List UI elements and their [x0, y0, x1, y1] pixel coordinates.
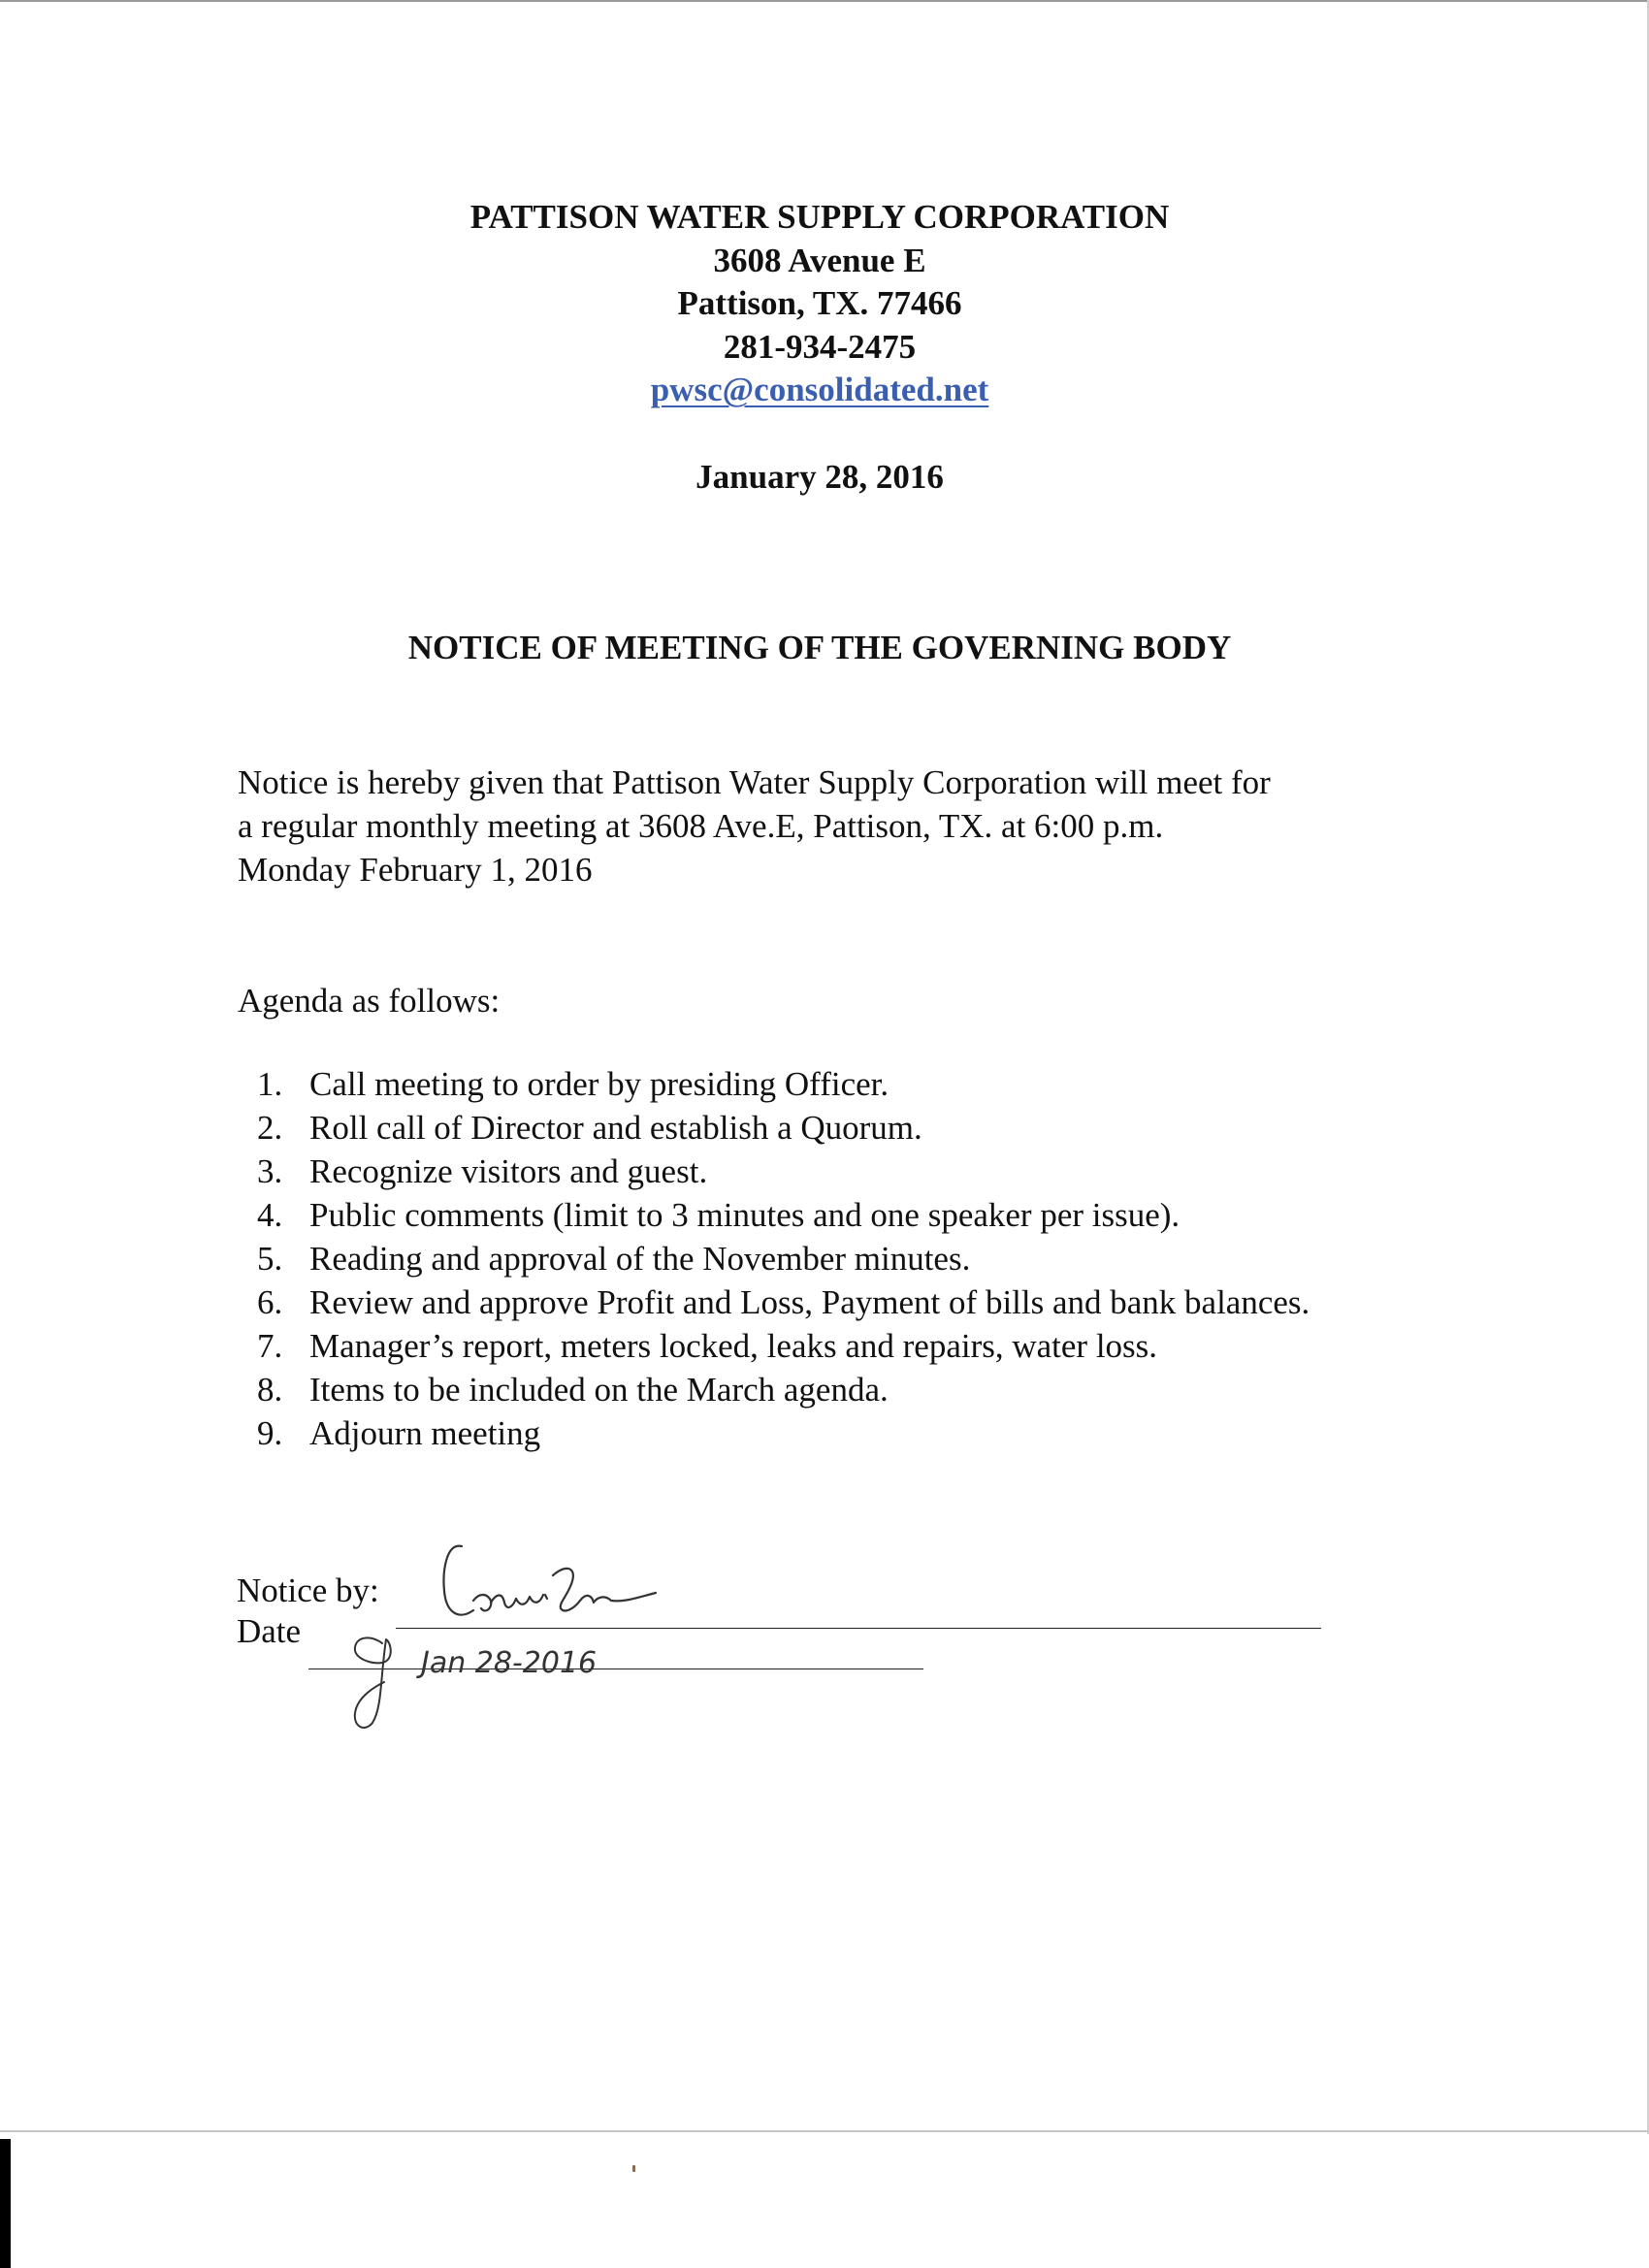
- intro-line: Notice is hereby given that Pattison Water Supply Corporation will meet for: [238, 763, 1271, 801]
- signature-block: [237, 1571, 1110, 1717]
- agenda-list: [257, 1062, 1324, 1455]
- agenda-item-number: 8.: [257, 1371, 283, 1409]
- intro-line: a regular monthly meeting at 3608 Ave.E, Pattison, TX. at 6:00 p.m.: [238, 807, 1164, 845]
- agenda-item: [257, 1411, 1324, 1455]
- organization-name: PATTISON WATER SUPPLY CORPORATION: [469, 198, 1170, 236]
- agenda-item: [257, 1106, 1324, 1150]
- agenda-item-text: Reading and approval of the November minutes.: [309, 1240, 971, 1278]
- agenda-item-text: Roll call of Director and establish a Quorum.: [309, 1109, 922, 1147]
- scan-margin-bar: [0, 2139, 11, 2268]
- notice-title: NOTICE OF MEETING OF THE GOVERNING BODY: [407, 629, 1232, 666]
- scan-page-edge: [0, 2130, 1649, 2132]
- notice-date: January 28, 2016: [695, 458, 944, 496]
- agenda-item: [257, 1062, 1324, 1106]
- agenda-item-number: 1.: [257, 1065, 283, 1103]
- handwritten-signature: [237, 1571, 1110, 1727]
- date-label: Date: [237, 1612, 302, 1650]
- agenda-item-number: 6.: [257, 1283, 283, 1321]
- agenda-item-number: 7.: [257, 1327, 283, 1365]
- notice-by-label: Notice by:: [237, 1571, 379, 1609]
- intro-paragraph: [238, 761, 1440, 891]
- agenda-item-text: Public comments (limit to 3 minutes and one speaker per issue).: [309, 1196, 1180, 1234]
- agenda-item-text: Review and approve Profit and Loss, Payment of bills and bank balances.: [309, 1283, 1310, 1321]
- agenda-item-number: 4.: [257, 1196, 283, 1234]
- agenda-item-number: 3.: [257, 1152, 283, 1190]
- email-link[interactable]: pwsc@consolidated.net: [650, 371, 989, 408]
- agenda-item-number: 5.: [257, 1240, 283, 1278]
- agenda-item-text: Recognize visitors and guest.: [309, 1152, 708, 1190]
- scan-top-edge: [0, 0, 1649, 2]
- agenda-item: [257, 1237, 1324, 1280]
- intro-line: Monday February 1, 2016: [238, 851, 593, 889]
- agenda-item: [257, 1150, 1324, 1193]
- agenda-item-text: Items to be included on the March agenda.: [309, 1371, 889, 1409]
- agenda-item-text: Call meeting to order by presiding Officer.: [309, 1065, 889, 1103]
- agenda-item: [257, 1193, 1324, 1237]
- scan-speck: [632, 2165, 635, 2172]
- handwritten-date: Jan 28-2016: [421, 1646, 598, 1680]
- agenda-item-number: 9.: [257, 1414, 283, 1452]
- phone-number: 281-934-2475: [723, 327, 917, 366]
- letterhead: [0, 196, 1639, 412]
- agenda-item-number: 2.: [257, 1109, 283, 1147]
- agenda-heading: Agenda as follows:: [238, 982, 501, 1020]
- agenda-item: [257, 1368, 1324, 1411]
- city-state-zip: Pattison, TX. 77466: [677, 284, 962, 322]
- agenda-item: [257, 1280, 1324, 1324]
- agenda-item: [257, 1324, 1324, 1368]
- agenda-item-text: Adjourn meeting: [309, 1414, 541, 1452]
- agenda-item-text: Manager’s report, meters locked, leaks and repairs, water loss.: [309, 1327, 1158, 1365]
- street-address: 3608 Avenue E: [713, 241, 926, 279]
